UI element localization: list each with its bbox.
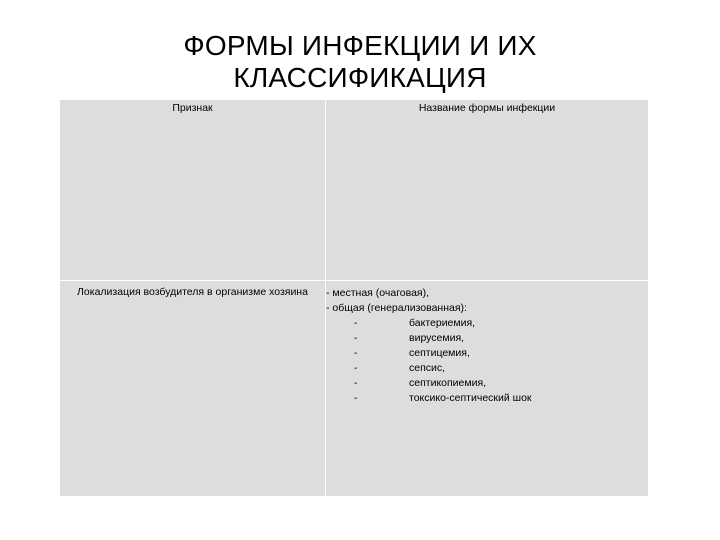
slide-title-line-1: ФОРМЫ ИНФЕКЦИИ И ИХ	[183, 30, 537, 61]
subform-dash: -	[354, 392, 358, 404]
subform-item	[326, 376, 648, 391]
form-general: - общая (генерализованная):	[326, 302, 467, 314]
feature-localization: Локализация возбудителя в организме хозяина	[77, 286, 308, 298]
subform-dash: -	[354, 362, 358, 374]
forms-list	[326, 286, 648, 406]
slide-title-line-2: КЛАССИФИКАЦИЯ	[233, 62, 487, 93]
subform-label: токсико-септический шок	[409, 392, 532, 404]
slide-title	[60, 30, 660, 94]
subform-label: сепсис,	[409, 362, 446, 374]
subform-label: бактериемия,	[409, 317, 476, 329]
subform-item	[326, 346, 648, 361]
subform-item	[326, 316, 648, 331]
subform-item	[326, 391, 648, 406]
subform-label: септицемия,	[409, 347, 470, 359]
infection-forms-table	[60, 100, 648, 496]
row-divider	[60, 280, 648, 281]
form-local: - местная (очаговая),	[326, 287, 430, 299]
subform-item	[326, 361, 648, 376]
subform-dash: -	[354, 377, 358, 389]
subform-dash: -	[354, 317, 358, 329]
header-infection-form-name: Название формы инфекции	[418, 102, 556, 114]
header-feature: Признак	[172, 102, 213, 114]
subform-label: септикопиемия,	[409, 377, 487, 389]
subform-label: вирусемия,	[409, 332, 465, 344]
subform-dash: -	[354, 347, 358, 359]
subform-dash: -	[354, 332, 358, 344]
subform-item	[326, 331, 648, 346]
